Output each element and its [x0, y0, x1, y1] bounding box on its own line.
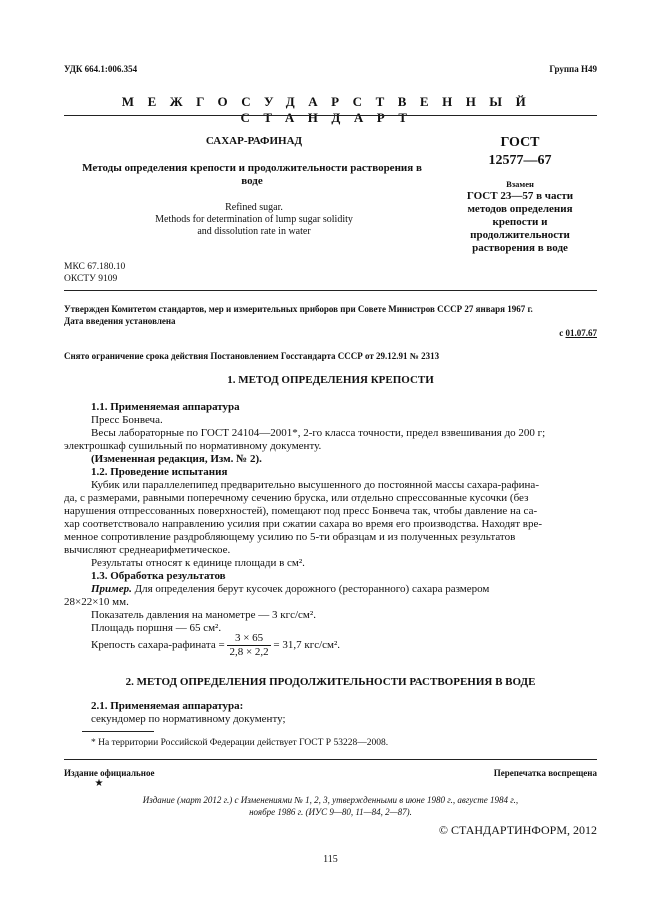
edition-note: [64, 794, 597, 818]
edition-line: ноябре 1986 г. (ИУС 9—80, 11—84, 2—87).: [249, 807, 412, 817]
text-line: Кубик или параллелепипед предварительно высушенного до постоянной массы сахара-рафина-: [91, 479, 539, 491]
date-prefix: с: [559, 328, 564, 338]
sugar-dimensions: 28×22×10 мм.: [64, 596, 129, 608]
press-item: Пресс Бонвеча.: [91, 414, 163, 426]
section-2-heading: 2. МЕТОД ОПРЕДЕЛЕНИЯ ПРОДОЛЖИТЕЛЬНОСТИ РАСТВОРЕНИЯ В ВОДЕ: [125, 676, 536, 688]
example-line: [91, 583, 489, 596]
doc-subtitle-ru: Методы определения крепости и продолжительности растворения в воде: [82, 162, 422, 187]
title-en-line: Refined sugar.: [225, 202, 283, 213]
formula-denominator: 2,8 × 2,2: [229, 646, 269, 658]
effective-date: [559, 327, 597, 339]
title-en-line: Methods for determination of lump sugar solidity: [155, 214, 353, 225]
clause-1-2-text: [64, 479, 597, 557]
replaces-label: Взамен: [506, 179, 534, 189]
clause-1-1-heading: 1.1. Применяемая аппаратура: [91, 401, 240, 413]
clause-2-1-heading: 2.1. Применяемая аппаратура:: [91, 700, 244, 712]
text-line: вычисляют среднеарифметическое.: [64, 544, 231, 556]
mks-code: МКС 67.180.10: [64, 262, 126, 272]
approval-line: Утвержден Комитетом стандартов, мер и измерительных приборов при Совете Министров СССР 27 января 1967 г.: [64, 304, 533, 314]
text-line: нарушения отпрессованных поверхностей), помещают под пресс Бонвеча так, чтобы давление на са-: [64, 505, 538, 517]
amendment-note: (Измененная редакция, Изм. № 2).: [91, 453, 262, 465]
footnote-rule: [82, 731, 154, 732]
date-value: 01.07.67: [565, 328, 597, 338]
copyright: © СТАНДАРТИНФОРМ, 2012: [438, 823, 597, 837]
formula-rhs: = 31,7 кгс/см².: [273, 639, 341, 651]
section-1-heading: 1. МЕТОД ОПРЕДЕЛЕНИЯ КРЕПОСТИ: [227, 374, 434, 386]
footer-rule: [64, 759, 597, 760]
piston-area: Площадь поршня — 65 см².: [91, 622, 222, 634]
gost-label: ГОСТ: [500, 135, 540, 150]
text-line: да, с размерами, равными поперечному сечению бруска, или отдельно спрессованные кусочки (без: [64, 492, 529, 504]
group-code: Группа Н49: [549, 64, 597, 74]
title-en-line: and dissolution rate in water: [197, 226, 311, 237]
formula-numerator: 3 × 65: [227, 632, 270, 646]
example-label: Пример.: [91, 583, 132, 595]
solidity-formula: [91, 632, 340, 659]
doc-title-en: [64, 202, 444, 238]
scales-item: Весы лабораторные по ГОСТ 24104—2001*, 2-го класса точности, предел взвешивания до 200 г;: [91, 427, 546, 439]
udk-code: УДК 664.1:006.354: [64, 64, 138, 74]
text-line: менное сопротивление раздробляющему усилию по 5-ти образцам и из полученных результатов: [64, 531, 516, 543]
clause-1-3-heading: 1.3. Обработка результатов: [91, 570, 226, 582]
restriction-note: Снято ограничение срока действия Постановлением Госстандарта СССР от 29.12.91 № 2313: [64, 351, 440, 361]
stopwatch-item: секундомер по нормативному документу;: [91, 713, 286, 725]
footnote: * На территории Российской Федерации действует ГОСТ Р 53228—2008.: [91, 738, 389, 748]
effective-date-label: Дата введения установлена: [64, 316, 176, 326]
results-note: Результаты относят к единице площади в см².: [91, 557, 305, 569]
gost-designation: [460, 134, 580, 170]
edition-line: Издание (март 2012 г.) с Изменениями № 1, 2, 3, утвержденными в июне 1980 г., августе 1984 г.,: [142, 795, 519, 805]
manometer-reading: Показатель давления на манометре — 3 кгс/см².: [91, 609, 316, 621]
official-edition: Издание официальное: [64, 768, 155, 778]
drying-cabinet-item: электрошкаф сушильный по нормативному документу.: [64, 440, 322, 452]
text-line: хар соответствовало направлению усилия при сжатии сахара во время его производства. Находят вре-: [64, 518, 543, 530]
gost-number: 12577—67: [488, 153, 552, 168]
okstu-code: ОКСТУ 9109: [64, 274, 118, 284]
star-icon: ★: [94, 778, 104, 789]
example-text: Для определения берут кусочек дорожного (ресторанного) сахара размером: [134, 583, 490, 595]
page-number: 115: [323, 854, 338, 865]
doc-title: САХАР-РАФИНАД: [205, 135, 303, 147]
formula-fraction: [227, 632, 270, 659]
title-block-rule: [64, 290, 597, 291]
replaces-text: ГОСТ 23—57 в части методов определения крепости и продолжительности растворения в воде: [466, 190, 574, 254]
interstate-standard-banner: МЕЖГОСУДАРСТВЕННЫЙ СТАНДАРТ: [121, 94, 540, 125]
reprint-prohibited: Перепечатка воспрещена: [493, 768, 597, 778]
formula-lhs: Крепость сахара-рафината =: [91, 639, 225, 651]
header-rule: [64, 115, 597, 116]
clause-1-2-heading: 1.2. Проведение испытания: [91, 466, 228, 478]
classification-codes: [64, 261, 125, 285]
